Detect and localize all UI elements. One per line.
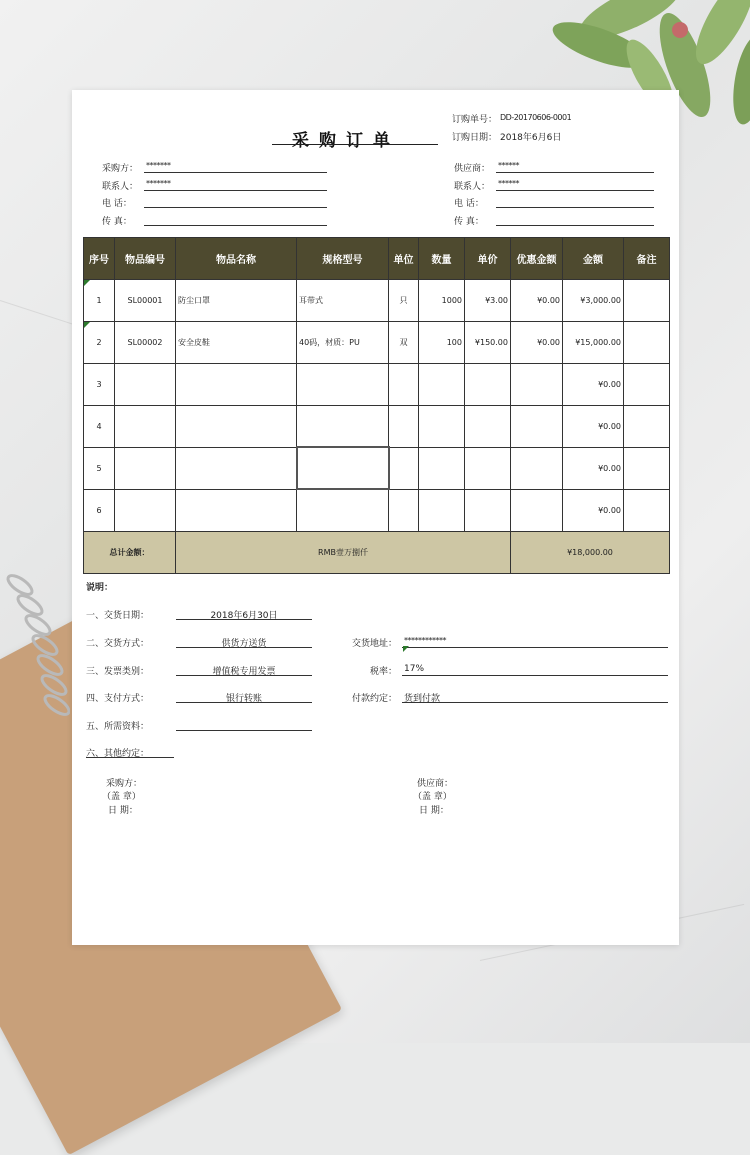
buyer-contact-label: 联系人：	[102, 182, 139, 192]
other-label: 六、其他约定：	[86, 749, 150, 759]
total-row	[84, 532, 670, 574]
table-row	[84, 406, 670, 448]
supplier-phone-line	[496, 207, 654, 208]
table-header-row	[84, 238, 670, 280]
cell-remark[interactable]	[624, 448, 670, 490]
payment-value: 银行转账	[225, 694, 262, 704]
cell-discount[interactable]: ¥0.00	[511, 280, 563, 322]
delivery-address-label: 交货地址：	[352, 639, 398, 649]
delivery-method-line	[176, 647, 312, 648]
col-header: 优惠金额	[511, 238, 563, 280]
cell-unit[interactable]: 双	[389, 322, 419, 364]
col-header: 数量	[419, 238, 465, 280]
cell-item-name[interactable]	[176, 448, 297, 490]
cell-selection-box[interactable]	[296, 446, 390, 490]
delivery-method-label: 二、交货方式：	[86, 639, 150, 649]
cell-qty[interactable]	[419, 406, 465, 448]
sign-buyer-seal: （盖 章）	[102, 792, 141, 802]
buyer-fax-line	[144, 225, 327, 226]
cell-spec[interactable]	[297, 490, 389, 532]
cell-remark[interactable]	[624, 364, 670, 406]
payment-line	[176, 702, 312, 703]
supplier-company-value: ******	[498, 161, 519, 170]
cell-item-name[interactable]	[176, 406, 297, 448]
tax-line	[402, 675, 668, 676]
cell-spec[interactable]: 40码，材质：PU	[297, 322, 389, 364]
total-label: 总计金额：	[84, 532, 176, 574]
cell-unit[interactable]	[389, 406, 419, 448]
cell-qty[interactable]: 100	[419, 322, 465, 364]
table-row	[84, 490, 670, 532]
cell-amount[interactable]: ¥0.00	[563, 406, 624, 448]
supplier-fax-line	[496, 225, 654, 226]
cell-discount[interactable]	[511, 448, 563, 490]
supplier-company-line	[496, 172, 654, 173]
notebook-spiral	[0, 570, 70, 760]
terms-line	[402, 702, 668, 703]
cell-qty[interactable]	[419, 364, 465, 406]
cell-index[interactable]: 2	[84, 322, 115, 364]
cell-price[interactable]	[465, 364, 511, 406]
buyer-phone-line	[144, 207, 327, 208]
cell-remark[interactable]	[624, 406, 670, 448]
terms-label: 付款约定：	[352, 694, 398, 704]
cell-item-code[interactable]	[115, 364, 176, 406]
cell-item-name[interactable]: 安全皮鞋	[176, 322, 297, 364]
sign-supplier-label: 供应商：	[417, 779, 454, 789]
cell-unit[interactable]: 只	[389, 280, 419, 322]
payment-label: 四、支付方式：	[86, 694, 150, 704]
col-header: 金额	[563, 238, 624, 280]
cell-qty[interactable]	[419, 490, 465, 532]
page-title: 采购订单	[292, 131, 400, 151]
buyer-company-label: 采购方：	[102, 164, 139, 174]
cell-price[interactable]	[465, 490, 511, 532]
cell-amount[interactable]: ¥15,000.00	[563, 322, 624, 364]
cell-unit[interactable]	[389, 364, 419, 406]
tax-value: 17%	[404, 664, 425, 674]
cell-discount[interactable]	[511, 364, 563, 406]
cell-amount[interactable]: ¥0.00	[563, 490, 624, 532]
delivery-address-value: ************	[404, 636, 446, 645]
cell-unit[interactable]	[389, 448, 419, 490]
delivery-address-line	[402, 647, 668, 648]
title-underline	[272, 144, 438, 145]
cell-remark[interactable]	[624, 490, 670, 532]
purchase-order-sheet	[72, 90, 679, 945]
col-header: 规格型号	[297, 238, 389, 280]
order-no-label: 订购单号：	[452, 115, 498, 125]
cell-item-code[interactable]: SL00002	[115, 322, 176, 364]
terms-value: 货到付款	[404, 694, 441, 704]
order-date-label: 订购日期：	[452, 133, 498, 143]
sign-buyer-date: 日 期：	[108, 806, 138, 816]
delivery-date-label: 一、交货日期：	[86, 611, 150, 621]
cell-item-name[interactable]	[176, 364, 297, 406]
sign-supplier-seal: （盖 章）	[413, 792, 452, 802]
cell-spec[interactable]	[297, 406, 389, 448]
cell-amount[interactable]: ¥3,000.00	[563, 280, 624, 322]
order-date-value: 2018年6月6日	[500, 133, 562, 143]
buyer-phone-label: 电 话：	[102, 199, 132, 209]
cell-item-code[interactable]	[115, 406, 176, 448]
col-header: 备注	[624, 238, 670, 280]
invoice-line	[176, 675, 312, 676]
items-label: 五、所需资料：	[86, 722, 150, 732]
comment-marker	[403, 646, 409, 652]
delivery-date-line	[176, 619, 312, 620]
table-row	[84, 322, 670, 364]
cell-price[interactable]	[465, 406, 511, 448]
cell-qty[interactable]: 1000	[419, 280, 465, 322]
cell-item-code[interactable]	[115, 490, 176, 532]
cell-index[interactable]: 1	[84, 280, 115, 322]
total-amount-words[interactable]: RMB壹万捌仟	[176, 532, 511, 574]
cell-discount[interactable]	[511, 490, 563, 532]
comment-marker	[84, 280, 90, 286]
sign-supplier-date: 日 期：	[419, 806, 449, 816]
invoice-value: 增值税专用发票	[212, 667, 276, 677]
cell-index[interactable]: 4	[84, 406, 115, 448]
col-header: 物品编号	[115, 238, 176, 280]
buyer-fax-label: 传 真：	[102, 217, 132, 227]
cell-item-code[interactable]: SL00001	[115, 280, 176, 322]
cell-item-name[interactable]	[176, 490, 297, 532]
cell-unit[interactable]	[389, 490, 419, 532]
col-header: 单价	[465, 238, 511, 280]
buyer-contact-value: *******	[146, 179, 171, 188]
other-line	[86, 757, 174, 758]
invoice-label: 三、发票类别：	[86, 667, 150, 677]
sign-buyer-label: 采购方：	[106, 779, 143, 789]
total-amount[interactable]: ¥18,000.00	[511, 532, 670, 574]
table-row	[84, 280, 670, 322]
supplier-contact-value: ******	[498, 179, 519, 188]
supplier-phone-label: 电 话：	[454, 199, 484, 209]
tax-label: 税率：	[370, 667, 398, 677]
cell-item-name[interactable]: 防尘口罩	[176, 280, 297, 322]
cell-spec[interactable]	[297, 364, 389, 406]
supplier-company-label: 供应商：	[454, 164, 491, 174]
cell-item-code[interactable]	[115, 448, 176, 490]
supplier-contact-label: 联系人：	[454, 182, 491, 192]
cell-amount[interactable]: ¥0.00	[563, 448, 624, 490]
cell-qty[interactable]	[419, 448, 465, 490]
col-header: 物品名称	[176, 238, 297, 280]
cell-price[interactable]: ¥150.00	[465, 322, 511, 364]
order-no-value: DD-20170606-0001	[500, 113, 572, 122]
col-header: 单位	[389, 238, 419, 280]
buyer-company-line	[144, 172, 327, 173]
supplier-contact-line	[496, 190, 654, 191]
cell-remark[interactable]	[624, 280, 670, 322]
delivery-method-value: 供货方送货	[221, 639, 267, 649]
table-row	[84, 364, 670, 406]
cell-price[interactable]	[465, 448, 511, 490]
cell-price[interactable]: ¥3.00	[465, 280, 511, 322]
supplier-fax-label: 传 真：	[454, 217, 484, 227]
comment-marker	[84, 322, 90, 328]
buyer-company-value: *******	[146, 161, 171, 170]
notes-heading: 说明：	[86, 583, 114, 593]
col-header: 序号	[84, 238, 115, 280]
order-items-table	[83, 237, 670, 574]
cell-discount[interactable]: ¥0.00	[511, 322, 563, 364]
items-line	[176, 730, 312, 731]
cell-index[interactable]: 6	[84, 490, 115, 532]
cell-amount[interactable]: ¥0.00	[563, 364, 624, 406]
delivery-date-value: 2018年6月30日	[210, 611, 278, 621]
cell-index[interactable]: 5	[84, 448, 115, 490]
cell-spec[interactable]: 耳带式	[297, 280, 389, 322]
cell-remark[interactable]	[624, 322, 670, 364]
cell-index[interactable]: 3	[84, 364, 115, 406]
buyer-contact-line	[144, 190, 327, 191]
cell-discount[interactable]	[511, 406, 563, 448]
